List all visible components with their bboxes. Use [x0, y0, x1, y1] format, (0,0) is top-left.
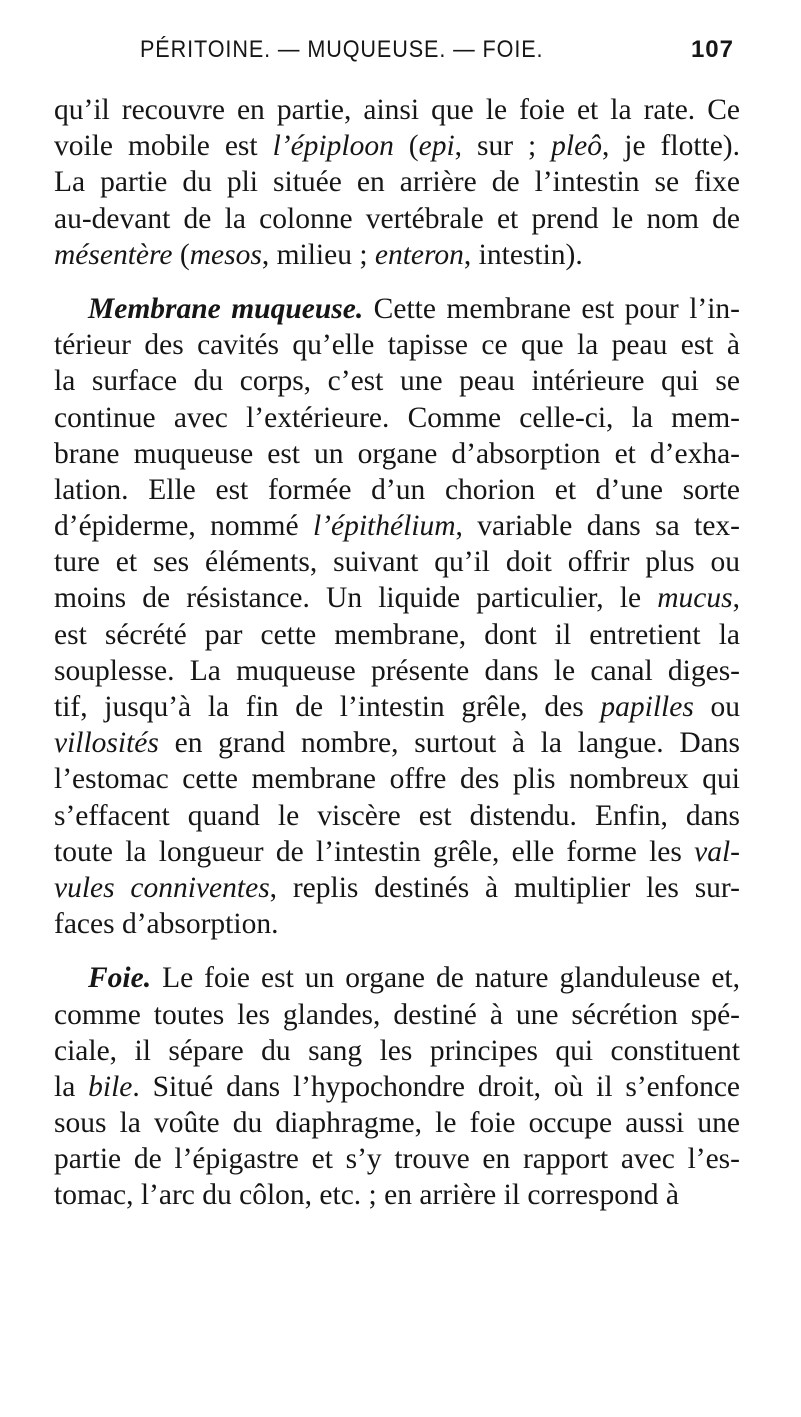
- text-line: [54, 798, 740, 834]
- text-line: [54, 1177, 740, 1213]
- text-segment: s’effacent quand le viscère est distendu. Enfin, dans: [54, 799, 740, 832]
- text-segment: ture et ses éléments, suivant qu’il doit offrir plus ou: [54, 546, 740, 579]
- text-segment: , sur ;: [454, 130, 552, 163]
- emphasis-text: l’épithélium: [312, 510, 456, 543]
- text-segment: comme toutes les glandes, destiné à une sécrétion spé-: [54, 998, 740, 1031]
- text-line: [54, 580, 740, 616]
- text-line: [54, 653, 740, 689]
- emphasis-text: mucus: [657, 582, 733, 615]
- emphasis-text: papilles: [600, 691, 694, 723]
- text-line: [54, 508, 740, 544]
- text-segment: , replis destinés à multiplier les sur-: [269, 871, 740, 904]
- emphasis-text: val-: [694, 835, 740, 868]
- paragraph-gap: [54, 273, 740, 291]
- text-segment: au-devant de la colonne vertébrale et prend le nom de: [54, 202, 740, 235]
- text-segment: ou: [693, 691, 741, 723]
- text-segment: voile mobile est: [54, 130, 273, 163]
- text-line: [54, 960, 740, 996]
- text-segment: La partie du pli située en arrière de l’intestin se fixe: [54, 166, 740, 199]
- text-segment: , milieu ;: [261, 238, 375, 271]
- paragraph-gap: [54, 942, 740, 960]
- text-line: [54, 997, 740, 1033]
- paragraph: [54, 960, 740, 1213]
- page-header: [114, 36, 734, 76]
- text-segment: sous la voûte du diaphragme, le foie occupe aussi une: [54, 1107, 740, 1140]
- body-text: [54, 92, 740, 1214]
- text-line: [54, 92, 740, 128]
- text-line: [54, 834, 740, 870]
- text-line: [54, 400, 740, 436]
- text-line: [54, 237, 740, 273]
- text-line: [54, 472, 740, 508]
- text-segment: toute la longueur de l’intestin grêle, elle forme les: [54, 835, 695, 868]
- text-segment: (: [393, 130, 419, 163]
- text-segment: souplesse. La muqueuse présente dans le canal diges-: [54, 654, 740, 687]
- text-segment: est sécrété par cette membrane, dont il entretient la: [54, 618, 740, 651]
- emphasis-text: enteron: [374, 238, 464, 271]
- text-segment: moins de résistance. Un liquide particulier, le: [54, 582, 658, 615]
- text-segment: qu’il recouvre en partie, ainsi que le foie et la rate. Ce: [54, 94, 740, 126]
- text-line: [54, 544, 740, 580]
- text-segment: , je flotte).: [601, 130, 741, 163]
- text-segment: d’épiderme, nommé: [54, 510, 313, 543]
- text-segment: . Situé dans l’hypochondre droit, où il s’enfonce: [132, 1070, 741, 1103]
- emphasis-text: bile: [88, 1070, 133, 1103]
- text-segment: en grand nombre, surtout à la langue. Dans: [158, 727, 740, 760]
- emphasis-text: mesos: [189, 238, 262, 271]
- text-line: [54, 436, 740, 472]
- text-line: [54, 761, 740, 797]
- text-line: [54, 1141, 740, 1177]
- text-segment: ,: [732, 582, 740, 615]
- text-segment: tomac, l’arc du côlon, etc. ; en arrière il correspond à: [54, 1179, 679, 1212]
- text-segment: la: [54, 1070, 89, 1103]
- text-line: [54, 363, 740, 399]
- text-line: [54, 128, 740, 164]
- paragraph: [54, 291, 740, 942]
- page-number: 107: [690, 36, 734, 63]
- text-segment: , variable dans sa tex-: [455, 510, 740, 543]
- text-line: [54, 689, 740, 725]
- text-segment: l’estomac cette membrane offre des plis nombreux qui: [54, 763, 740, 796]
- text-segment: ciale, il sépare du sang les principes qui constituent: [54, 1034, 740, 1067]
- emphasis-text: mésentère: [54, 238, 173, 271]
- emphasis-text: Membrane muqueuse.: [88, 292, 364, 325]
- emphasis-text: villosités: [54, 727, 159, 760]
- text-line: [54, 1033, 740, 1069]
- text-segment: , intestin).: [463, 238, 583, 271]
- text-line: [54, 201, 740, 237]
- text-line: [54, 906, 740, 942]
- text-line: [54, 617, 740, 653]
- text-segment: faces d’absorption.: [54, 908, 279, 941]
- text-line: [54, 327, 740, 363]
- text-segment: lation. Elle est formée d’un chorion et d’une sorte: [54, 473, 740, 506]
- text-segment: brane muqueuse est un organe d’absorption et d’exha-: [54, 437, 740, 470]
- text-segment: tif, jusqu’à la fin de l’intestin grêle, des: [54, 691, 601, 723]
- emphasis-text: pleô: [551, 130, 602, 163]
- paragraph: [54, 92, 740, 273]
- text-segment: Cette membrane est pour l’in-: [363, 292, 740, 325]
- text-segment: partie de l’épigastre et s’y trouve en rapport avec l’es-: [54, 1143, 740, 1176]
- text-line: [54, 1105, 740, 1141]
- text-segment: continue avec l’extérieure. Comme celle-ci, la mem-: [54, 401, 740, 434]
- text-line: [54, 1069, 740, 1105]
- running-title: PÉRITOINE. — MUQUEUSE. — FOIE.: [140, 36, 544, 63]
- emphasis-text: vules conniventes: [54, 871, 270, 904]
- text-segment: la surface du corps, c’est une peau intérieure qui se: [54, 365, 740, 398]
- text-line: [54, 291, 740, 327]
- text-segment: Le foie est un organe de nature glanduleuse et,: [151, 962, 740, 995]
- emphasis-text: epi: [418, 130, 455, 163]
- text-segment: (: [172, 238, 190, 271]
- emphasis-text: Foie.: [88, 962, 152, 995]
- text-segment: térieur des cavités qu’elle tapisse ce que la peau est à: [54, 329, 740, 362]
- text-line: [54, 725, 740, 761]
- text-line: [54, 870, 740, 906]
- emphasis-text: l’épiploon: [272, 130, 394, 163]
- text-line: [54, 164, 740, 200]
